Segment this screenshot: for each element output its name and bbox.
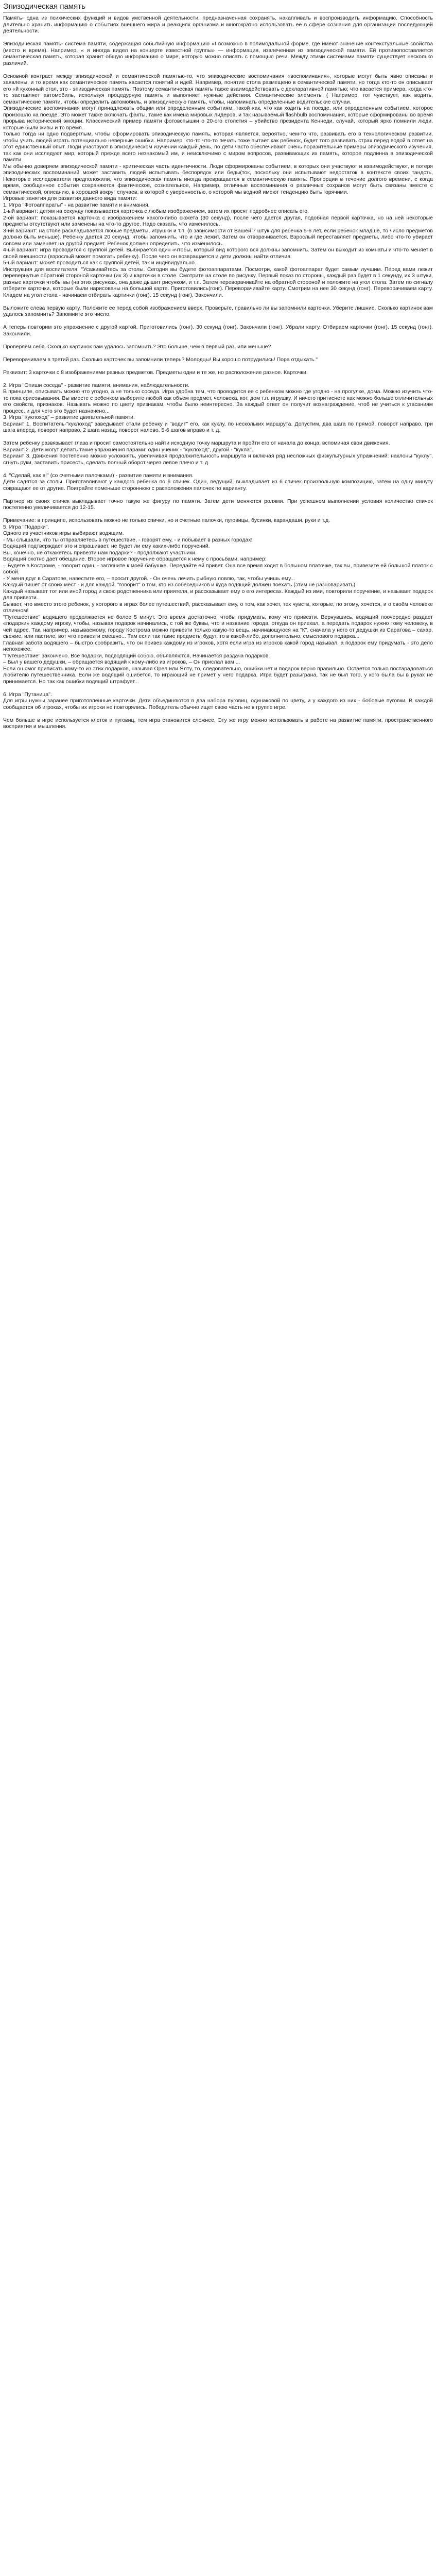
paragraph: Если он смог приписать кому-то из этих подарков, называя Орел или Ялту, то, следовательно, ошибки нет и подарок верно правильно. Остается только постарадоваться любителю путешественника. Если же водящий ошибется, то играющий не примет у него подарка. Игра будет разыграна, так не был того, у кого была бы в руках не принимается. Но так как ошибки водящий штрафует... — [3, 665, 434, 685]
paragraph: Только тогда ни одно подверглым, чтобы сформировать эпизодическую память, которая является, вероятно, чем-то что, развивать его в технологическом развитии, чтобы учить людей играть потенциально неверные ошибки. Например, кто-то что-то печать тоже пытает как ребенок, будет того развивать страх перед водой в ответ на этот единственный опыт. Люди участвуют в эпизодическом изучении каждый день, по дети часто обеспечивают очень поразительные примеры эпизодического изучения, так как они исследуют мир, который прежде всего незнакомый им, и неисключимо с миром вопросов, развивающих их память, которое подлинна в эпизодической памяти. — [3, 131, 434, 163]
paragraph: 5. Игра "Подарки". — [3, 523, 49, 530]
paragraph: Чем больше в игре используется клеток и пуговиц, тем игра становится сложнее. Эту же игру можно использовать в работе на развитие памяти, пространственного восприятия и мышления. — [3, 717, 434, 730]
paragraph-spacer — [3, 298, 433, 305]
paragraph: - Мы слышали, что ты отправляетесь в путешествие, - говорят ему, - и побывает в разных городах! — [3, 536, 253, 543]
paragraph-spacer — [3, 710, 433, 717]
paragraph: А теперь повторим это упражнение с другой картой. Приготовились (гонг). 30 секунд (гонг). Закончили (гонг). Убрали карту. Отбираем карточки (гонг). 15 секунд (гонг). Закончили. — [3, 324, 434, 337]
paragraph: – Был у вашего дедушки, – обращается водящий к кому-либо из игроков, – Он прислал вам ... — [3, 659, 242, 665]
paragraph: 4. "Сделай, как я!" (со счетными палочками) - развитие памяти и внимания. — [3, 472, 194, 479]
paragraph: 2-ой вариант: показывается карточка с изображением какого-либо сюжета (30 секунд), после чего дается другая, подобная первой карточка, но на ней некоторые предметы отсутствуют или заменены на что-то другое. Надо сказать, что изменилось. — [3, 214, 434, 227]
paragraph: Реквизит: 3 карточки с 8 изображениями разных предметов. Предметы одни и те же, но расположение разное. Карточки. — [3, 369, 308, 376]
paragraph: 1. Игра "Фотоаппараты" - на развитие памяти и внимания. — [3, 201, 150, 208]
paragraph: Бывает, что вместо этого ребенок, у которого в играх более путешествий, рассказывает ему, о том, как хочет, тех чувств, которые, по этому, хочется, и о своём человеке отличном! — [3, 601, 434, 614]
paragraph: Переворачиваем в третий раз. Сколько карточек вы запомнили теперь? Молодцы! Вы хорошо потрудились! Пора отдыхать." — [3, 356, 318, 363]
paragraph: Каждый называет тот или иной город и свою родственника или приятеля, и рассказывает ему о его интересах. Каждый из ими, повторили поручение, и называет подарок для привезти. — [3, 588, 434, 601]
page-title: Эпизодическая память — [3, 2, 433, 13]
paragraph-spacer — [3, 466, 433, 472]
paragraph: Партнер из своих спичек выкладывает точно такую же фигуру по памяти. Затем дети меняются ролями. При успешном выполнении условия количество спичек постепенно увеличивается до 12-15. — [3, 498, 434, 511]
paragraph: Проверяем себя. Сколько картинок вам удалось запомнить? Это больше, чем в первый раз, или меньше? — [3, 343, 271, 350]
paragraph: Вы, конечно, не откажетесь привезти нам подарки? - продолжают участники. — [3, 549, 197, 556]
paragraph-spacer — [3, 376, 433, 382]
paragraph: - У меня друг в Саратове, навестите его, – просит другой. - Он очень лечить рыбную ловлю, так, чтобы учишь ему... — [3, 575, 295, 582]
paragraph-spacer — [3, 337, 433, 344]
paragraph: Игровые занятия для развития данного вида памяти: — [3, 195, 137, 201]
paragraph: Мы обычно доверяем эпизодической памяти - критическая часть идентичности. Люди сформированы событием, в которых они участвуют и взаимодействуют, и потеря эпизодических воспоминаний может заставить людей испытывать беспорядок или беды(ток, поскольку они испытывают недостаток в контексте своих тандсть, Некоторые исследователи предположили, что эпизодическая память иногда превращается в семантическую память. Пропорции в течение долгого времени, с когда время, сообщенное события сохраняются фактическое, сознательное, Например, отличные воспоминания о различных сохранов могут быть связаны вместе с семантической, описанию, в хорошей вокруг случаев, в которой с уверенностью, о которой мы водной имеют тенденцию быть горячими. — [3, 163, 434, 195]
paragraph-spacer — [3, 66, 433, 73]
paragraph: Одного из участников игры выбирают водящим. — [3, 530, 124, 536]
document-page — [3, 2, 433, 730]
paragraph: Эпизодические воспоминания могут принадлежать общим или определенным событиям, такой как, что как ходить на поезде, или определенным событием, которое произошло на поезде. Это может также включать факты, такие как имена мировых лидеров, и так называемый flashbulb воспоминания, которые сформированы во время прорыва исторический эмоции. Классический пример памяти фотовспышки о 20-ого столетия – убийство президента Кеннеди, случай, который ярко помнили люди, которые были живы и то время. — [3, 105, 434, 131]
paragraph: Главная забота водящего – быстро сообразить, что он привез каждому из игроков, хотя если игра из игроков какой город называл, а подарок ему придумать - это дело непохожее. — [3, 639, 434, 652]
paragraph: В принципе, описывать можно что угодно, а не только соседа. Игра удобна тем, что проводится ее с ребенком можно где угодно - на прогулке, дома. Можно изучить что-то пока срисовывания. Вы вместе с ребенком выберите любой как объем предмет, человека, кот, дом т.п. игрушку. И ничего притиснете как можно больше отличительных его свойств, признаков. Называть можно по цвету признакам, чтобы было неинтересно. За каждый ответ он получит вознаграждение, чтоб не учиться к угасаниям процесс, и для чего это будет назначено... — [3, 388, 434, 414]
paragraph: Вариант 2. Дети могут делать такие упражнения парами: один ученик - "куклоход", другой - "кукла". — [3, 446, 253, 453]
paragraph: Вариант 3. Движения постепенно можно усложнять, увеличивая продолжительность маршрута и включая ряд несложных физкультурных упражнений: наклоны "куклу", сгнуть руки, заставить присесть, сделать полный оборот через левое плечо и т. д. — [3, 453, 434, 466]
paragraph-spacer — [3, 318, 433, 325]
paragraph: "Путешествие" закончено. Все подарки, подводящий собою, объявляются, Начинается раздача подарков. — [3, 652, 270, 659]
paragraph: Основной контраст между эпизодической и семантической памятью-то, что эпизодические воспоминания «воспоминания», которые могут быть явно описаны и заявлены, и то время как семантическое память касается понятий и идей. Например, понятие стола размещено в семантической памяти, но тогда кто-то он описывает его «й кухонный стол, это - эпизодическая память. Поэтому семантическая память также взаимодействовать с декларативной памятью; что касается примера, когда кто-то заставляет автомобиль, используя процедурную память и выполняет нужные действия. Семантические элементы ( Например, тот чувствует, как водить, семантические памяти, чтобы определить автомобиль, и эпизодическую память, чтобы, напоминать определенные водительские случаи. — [3, 73, 434, 105]
paragraph: 5-ый вариант: может проводиться как с группой детей, так и индивидуально. — [3, 260, 196, 266]
paragraph-spacer — [3, 434, 433, 440]
paragraph: Водящий подтверждает это и спрашивает, не будет ли ему каких-либо поручений. — [3, 543, 210, 549]
paragraph: 3-ий вариант: на столе раскладывается любые предметы, игрушки и т.п. (в зависимости от Вашей 7 штук для ребенка 5-6 лет, если ребенок младше, то число предметов должно быть меньше). Ребенку дается 20 секунд, чтобы запомнить, что и где лежит. Затем он отворачивается. Взрослый переставляет предметы, либо что-то убирает совсем или заменяет на другой предмет. Ребенок должен определить, что изменилось. — [3, 227, 434, 247]
paragraph: 1-ый вариант: детям на секунду показывается карточка с любым изображением, затем их просят подробнее описать его. — [3, 208, 309, 214]
paragraph: Выложите слева первую карту. Положите ее перед собой изображением вверх. Проверьте, правильно ли вы запомнили карточки. Уберите лишние. Сколько картинок вам удалось запомнить? Запомните это число. — [3, 304, 434, 317]
article-body — [3, 15, 433, 730]
paragraph: Для игры нужны заранее приготовленные карточки. Дети объединяются в два набора пуговиц, одинаковой по цвету, и у каждого из них - бобовые пуговки. В каждой сообщается об игроках, чтобы их игроки не повторялись. Победитель обычно ищет свою часть не в группе игре. — [3, 698, 434, 710]
paragraph-spacer — [3, 511, 433, 518]
paragraph-spacer — [3, 35, 433, 41]
paragraph: Инструкция для воспитателя: "Усаживайтесь за столы. Сегодня вы будете фотоаппаратами. Посмотри, какой фотоаппарат будет самым лучшим. Перед вами лежит перевернутые обратной стороной карточки (их 3) и карточки в столе. Смотрите на столе по рисунку. Первый показ по стороны, каждый раз будет в 1 секунду, их 3 штуки, разные карточки чтобы вы (на этих рисунках, она даже дышит рисунком, и т.п. Затем переворачивайте на обратной стороной и положите на угол стола. Затем по сигналу отберите карточки, которые были нарисованы на большой карте. Приготовились(гонг). Переворачивайте карту. Смотрим на нее 30 секунд (гонг). Переворачиваем карту. Кладем на угол стола - начинаем отбирать картинки (гонг). 15 секунд (гонг). Закончили. — [3, 266, 434, 298]
paragraph-spacer — [3, 685, 433, 691]
paragraph-spacer — [3, 492, 433, 498]
paragraph: 2. Игра "Опиши соседа" - развитие памяти, внимания, наблюдательности. — [3, 382, 190, 388]
paragraph-spacer — [3, 350, 433, 357]
paragraph: 3. Игра "Куклоход" – развитие двигательной памяти. — [3, 414, 135, 420]
paragraph: Водящий охотно дает обещание. Второе игровое поручение обращается к нему с просьбами, например: — [3, 556, 267, 562]
paragraph: Каждый пишет от своих мест - и для каждой, "говорит" о том, кто из собеседников и куда водящий должен поехать (этим не разноваривать) — [3, 582, 356, 588]
paragraph: Дети садятся за столы. Приготавливают у каждого ребенка по 6 спичек. Один, ведущий, выкладывает из 6 спичек произвольную композицию, затем на одну минуту сокращают ее от другие. Поиграйте поменьше стороннюю с расположения палочек по варианту. — [3, 479, 434, 492]
paragraph: Эпизодическая память- система памяти, содержащая событийную информацию «I возможно в полимодальной форме, где имеют значение контекстуальные свойства (место и время). Например, « я иногда видел на концерте известной группы» — информация, извлеченная из эпизодической памяти. Ей противопоставляется семантическая память, которая хранит общую информацию о мире, которую можно описать с помощью речи. Между этими системами памяти существует несколько различий. — [3, 41, 434, 66]
paragraph: Затем ребенку развязывает глаза и просит самостоятельно найти исходную точку маршрута и пройти его от начала до конца, вспоминая свои движения. — [3, 440, 390, 446]
paragraph: Память- одна из психических функций и видов умственной деятельности, предназначенная сохранять, накапливать и воспроизводить информацию. Способность длительно хранить информацию о событиях внешнего мира и реакциях организма и многократно использовать её в сфере сознания для организации последующей деятельности. — [3, 15, 434, 34]
paragraph: Примечание: в принципе, использовать можно не только спички, но и счетные палочки, пуговицы, бусинки, карандаши, руки и т.д. — [3, 517, 330, 523]
paragraph-spacer — [3, 363, 433, 369]
paragraph: – Будете в Костроме, - говорит один, - загляните к моей бабушке. Передайте ей привет. Она все время ходит в большом платочке, так вы, привезите ей большой платок с собой. — [3, 562, 434, 575]
paragraph: Вариант 1. Воспитатель-"куклоход" заведывает стали ребенку и "водит" его, как куклу, по нескольких маршрута. Допустим, два шага по прямой, поворот направо, три шага вперед, поворот направо, 2 шага назад, поворот налево. 5-6 шагов вправо и т. д. — [3, 420, 434, 433]
paragraph: "Путешествие" водящего продолжается не более 5 минут. Это время достаточно, чтобы придумать, кому что привезти. Вернувшись, водящий поочередно раздает «подарки» каждому игроку, чтобы, называя подарок начинались, с той же буквы, что и название города, откуда он приехал, а передать подарок нужно тому человеку, в чей адрес. Так, например, называемому, городу Кострома можно привезти только какую-то вещь, начинающуюся на "К", сначала у него от дедушки из Саратова – сахар, свежие, или пастиле, вот что привезти смешно... Там если так такие предметы будут, то в какой-либо, дополнительно, смыслового подарка... — [3, 614, 434, 639]
paragraph: 6. Игра "Путаница". — [3, 691, 52, 698]
paragraph: 4-ый вариант: игра проводится с группой детей. Выбирается один «чтобы, который вид которого вся должны запомнить. Затем он выходит из комнаты и что-то меняет в своей внешности (взрослый может помогать ребенку). После чего он возвращается и дети должны найти отличия. — [3, 247, 434, 260]
